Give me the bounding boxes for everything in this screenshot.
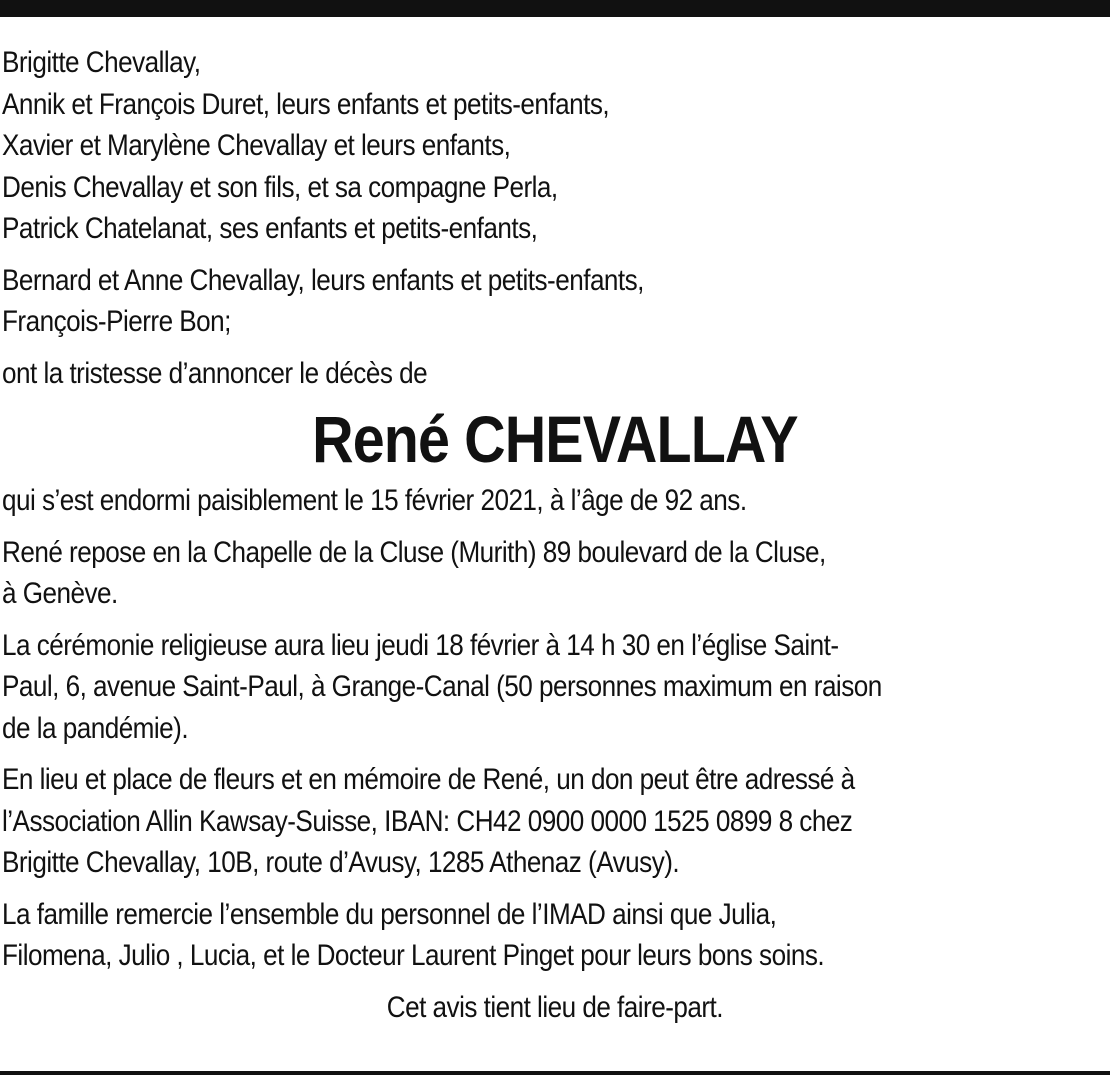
donation-paragraph [2,759,1108,884]
passing-paragraph [2,480,1108,522]
family-line: Annik et François Duret, leurs enfants et petits-enfants, [2,87,610,121]
repose-line: René repose en la Chapelle de la Cluse (Murith) 89 boulevard de la Cluse, [2,535,826,569]
repose-line: à Genève. [2,577,118,610]
announcement [2,353,1108,395]
family-line: François-Pierre Bon; [2,305,231,338]
top-border-rule [0,0,1110,17]
ceremony-line: Paul, 6, avenue Saint-Paul, à Grange-Canal (50 personnes maximum en raison [2,670,882,703]
repose-paragraph [2,532,1108,615]
donation-line: Brigitte Chevallay, 10B, route d’Avusy, 1285 Athenaz (Avusy). [2,846,680,879]
family-line: Denis Chevallay et son fils, et sa compagne Perla, [2,170,558,204]
thanks-paragraph [2,894,1108,977]
extended-family-list [2,260,1108,343]
donation-line: l’Association Allin Kawsay-Suisse, IBAN: CH42 0900 0000 1525 0899 8 chez [2,804,853,838]
family-line: Bernard et Anne Chevallay, leurs enfants et petits-enfants, [2,263,644,297]
ceremony-paragraph [2,625,1108,750]
passing-text: qui s’est endormi paisiblement le 15 février 2021, à l’âge de 92 ans. [2,484,747,517]
family-line: Brigitte Chevallay, [2,46,201,79]
donation-line: En lieu et place de fleurs et en mémoire de René, un don peut être adressé à [2,763,855,796]
closing-text: Cet avis tient lieu de faire-part. [386,990,723,1024]
announcement-text: ont la tristesse d’annoncer le décès de [2,356,428,390]
thanks-line: Filomena, Julio , Lucia, et le Docteur Laurent Pinget pour leurs bons soins. [2,939,825,972]
ceremony-line: La cérémonie religieuse aura lieu jeudi 18 février à 14 h 30 en l’église Saint- [2,628,839,662]
bottom-border-rule [0,1071,1110,1075]
ceremony-line: de la pandémie). [2,711,189,745]
thanks-line: La famille remercie l’ensemble du personnel de l’IMAD ainsi que Julia, [2,897,777,931]
family-list [2,42,1108,250]
obituary-notice [2,42,1108,1038]
closing-paragraph [2,987,1108,1029]
family-line: Patrick Chatelanat, ses enfants et petits-enfants, [2,212,538,245]
family-line: Xavier et Marylène Chevallay et leurs enfants, [2,129,511,162]
deceased-name: René CHEVALLAY [312,402,798,476]
